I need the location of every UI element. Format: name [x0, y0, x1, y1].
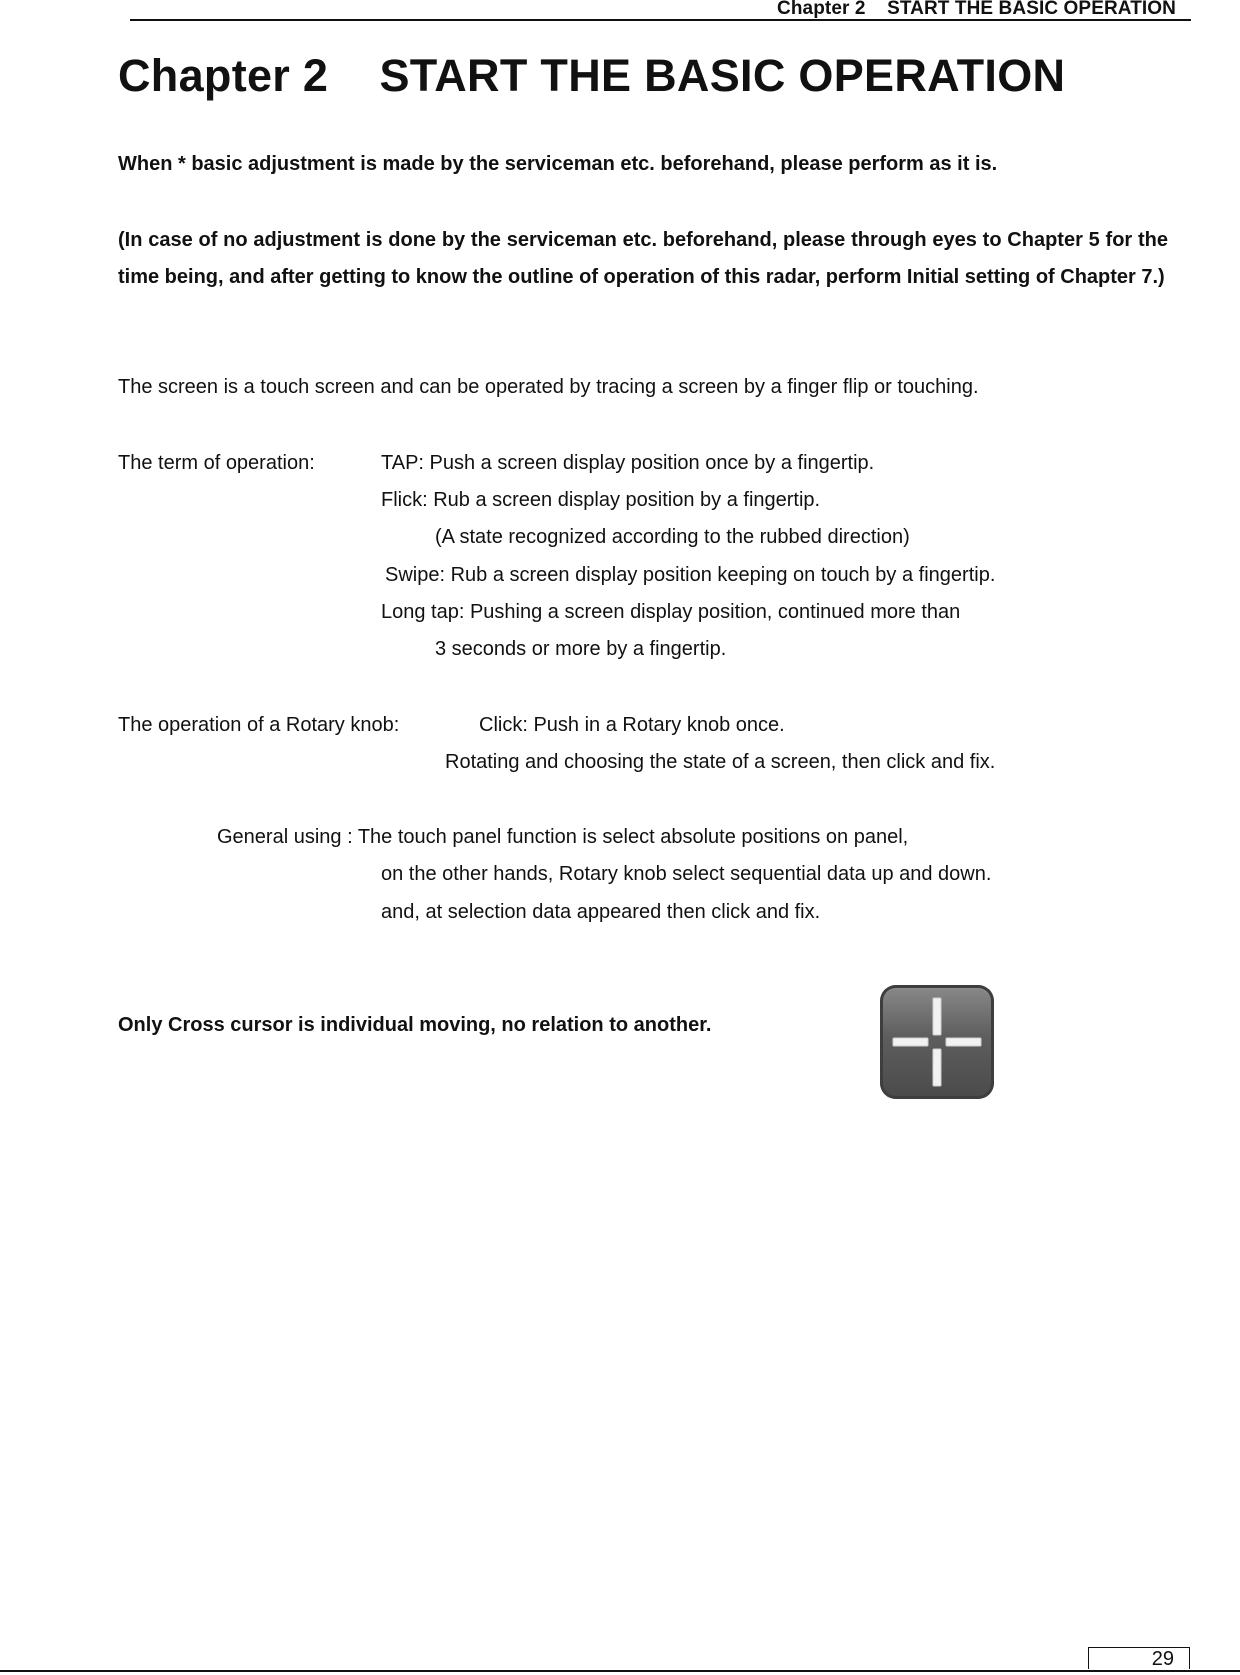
header-rule: [130, 19, 1191, 21]
page-number: 29: [1151, 1648, 1174, 1670]
general-using-line1: General using : The touch panel function is select absolute positions on panel,: [217, 826, 909, 848]
rotary-knob-label: The operation of a Rotary knob:: [118, 714, 400, 736]
cross-cursor-glyph: [880, 985, 994, 1099]
running-header: Chapter 2 START THE BASIC OPERATION: [777, 0, 1176, 19]
general-using-line2: on the other hands, Rotary knob select sequential data up and down.: [381, 863, 992, 885]
note-paragraph: (In case of no adjustment is done by the serviceman etc. beforehand, please through eyes to Chapter 5 for the time being, and after getting to know the outline of operation of this radar, perform Initial setting of Chapter 7.): [118, 229, 1168, 288]
term-of-operation-label: The term of operation:: [118, 452, 315, 474]
long-tap-continuation: 3 seconds or more by a fingertip.: [435, 638, 727, 660]
footer-rule: [0, 1670, 1240, 1672]
chapter-title: Chapter 2 START THE BASIC OPERATION: [118, 50, 1066, 101]
swipe-definition: Swipe: Rub a screen display position keeping on touch by a fingertip.: [385, 564, 996, 586]
flick-note: (A state recognized according to the rubbed direction): [435, 526, 910, 548]
rotary-click-definition: Click: Push in a Rotary knob once.: [479, 714, 785, 736]
rotary-rotating-definition: Rotating and choosing the state of a screen, then click and fix.: [445, 751, 996, 773]
page-number-box: [1088, 1647, 1190, 1669]
touch-screen-paragraph: The screen is a touch screen and can be operated by tracing a screen by a finger flip or touching.: [118, 376, 979, 398]
general-using-line3: and, at selection data appeared then click and fix.: [381, 901, 821, 923]
cross-cursor-paragraph: Only Cross cursor is individual moving, no relation to another.: [118, 1014, 712, 1036]
flick-definition: Flick: Rub a screen display position by a fingertip.: [381, 489, 821, 511]
long-tap-definition: Long tap: Pushing a screen display position, continued more than: [381, 601, 961, 623]
intro-paragraph: When * basic adjustment is made by the serviceman etc. beforehand, please perform as it is.: [118, 153, 998, 175]
tap-definition: TAP: Push a screen display position once by a fingertip.: [381, 452, 875, 474]
cross-cursor-icon: [880, 985, 994, 1099]
